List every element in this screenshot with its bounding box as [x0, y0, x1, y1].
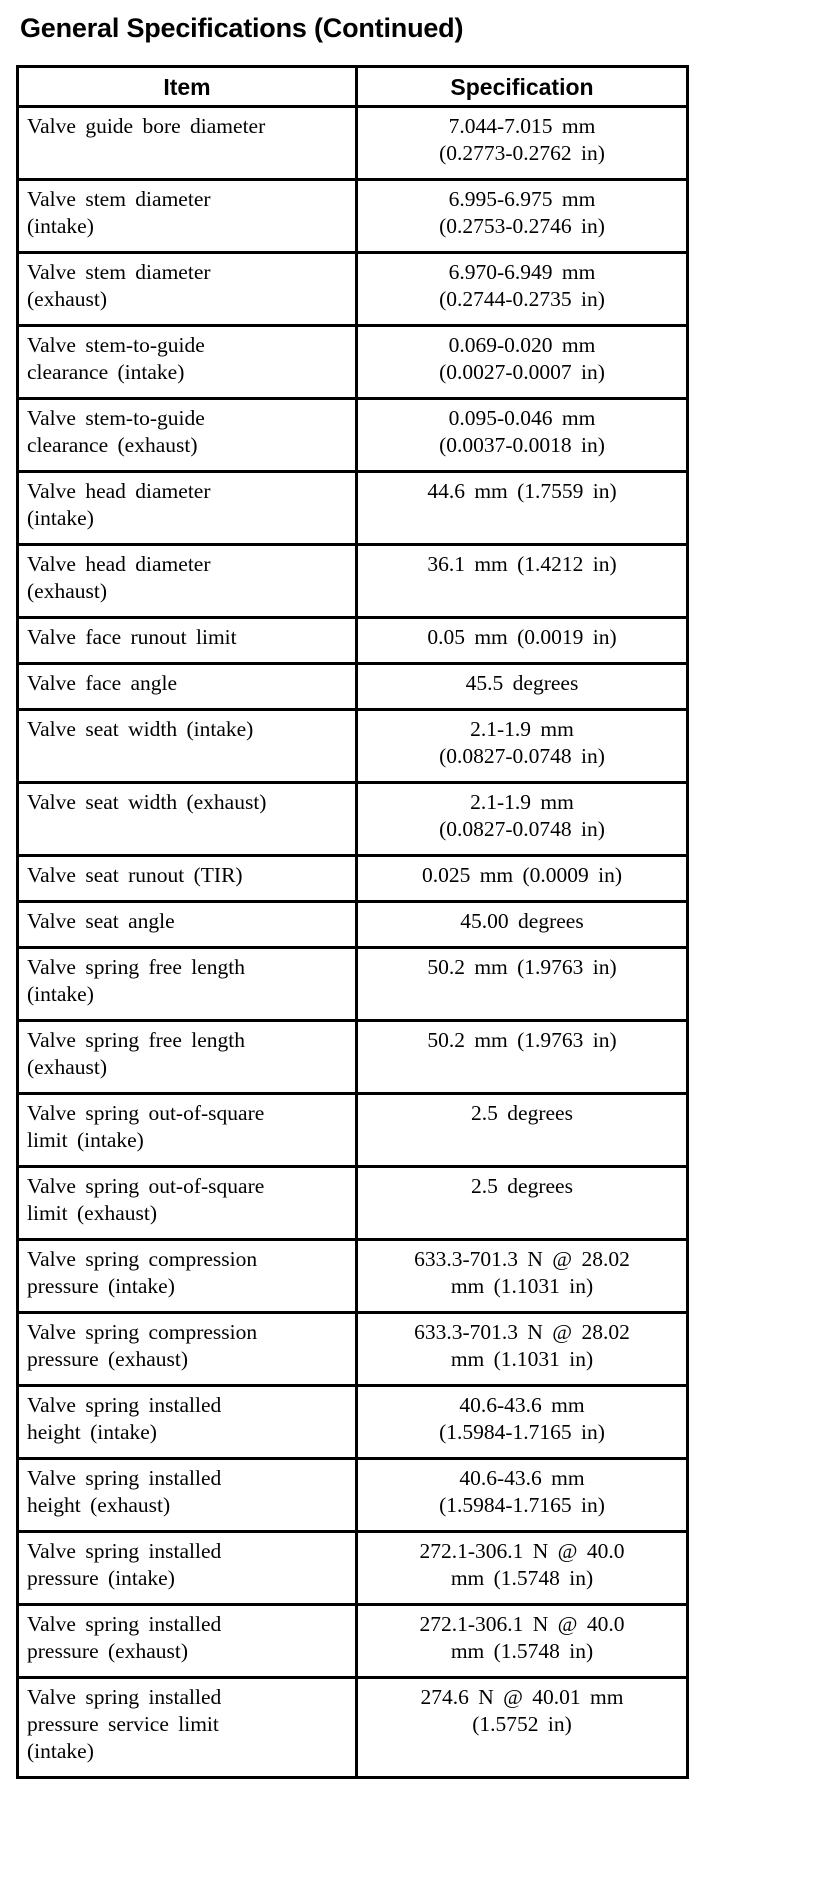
item-line: limit (intake): [27, 1128, 144, 1152]
item-cell: [18, 1167, 357, 1240]
spec-line: (0.0037-0.0018 in): [439, 433, 605, 457]
item-line: Valve stem diameter: [27, 260, 211, 284]
spec-cell: [357, 1167, 688, 1240]
item-cell: [18, 1386, 357, 1459]
table-row: [18, 856, 688, 902]
item-line: clearance (exhaust): [27, 433, 198, 457]
spec-cell: [357, 948, 688, 1021]
spec-line: 36.1 mm (1.4212 in): [427, 552, 617, 576]
spec-line: 2.5 degrees: [471, 1101, 573, 1125]
table-row: [18, 902, 688, 948]
item-line: Valve stem diameter: [27, 187, 211, 211]
spec-cell: [357, 1605, 688, 1678]
spec-line: 633.3-701.3 N @ 28.02: [414, 1247, 630, 1271]
item-cell: [18, 326, 357, 399]
column-header-item: Item: [18, 67, 357, 107]
item-line: (intake): [27, 214, 94, 238]
spec-line: 0.05 mm (0.0019 in): [427, 625, 617, 649]
spec-line: mm (1.5748 in): [450, 1566, 594, 1590]
spec-cell: [357, 253, 688, 326]
spec-line: (0.0827-0.0748 in): [439, 744, 605, 768]
item-cell: [18, 1459, 357, 1532]
spec-cell: [357, 107, 688, 180]
spec-line: (0.0827-0.0748 in): [439, 817, 605, 841]
spec-cell: [357, 1386, 688, 1459]
item-line: height (exhaust): [27, 1493, 171, 1517]
table-row: [18, 664, 688, 710]
spec-line: 0.095-0.046 mm: [448, 406, 596, 430]
column-header-specification: Specification: [357, 67, 688, 107]
specifications-table: [16, 65, 689, 1779]
item-cell: [18, 783, 357, 856]
spec-line: (1.5984-1.7165 in): [439, 1493, 605, 1517]
spec-cell: [357, 783, 688, 856]
item-line: Valve guide bore diameter: [27, 114, 266, 138]
item-line: pressure service limit: [27, 1712, 219, 1736]
item-line: Valve spring installed: [27, 1393, 222, 1417]
item-line: (intake): [27, 506, 94, 530]
spec-line: 0.025 mm (0.0009 in): [421, 863, 623, 887]
table-row: [18, 253, 688, 326]
spec-line: 2.1-1.9 mm: [470, 790, 574, 814]
item-cell: [18, 180, 357, 253]
spec-cell: [357, 1021, 688, 1094]
table-row: [18, 107, 688, 180]
item-line: pressure (exhaust): [27, 1639, 189, 1663]
spec-line: 7.044-7.015 mm: [448, 114, 596, 138]
spec-line: 6.995-6.975 mm: [448, 187, 596, 211]
item-line: Valve spring free length: [27, 955, 245, 979]
item-line: Valve spring out-of-square: [27, 1101, 265, 1125]
item-line: height (intake): [27, 1420, 157, 1444]
spec-line: mm (1.5748 in): [450, 1639, 594, 1663]
item-cell: [18, 1678, 357, 1778]
spec-line: (0.2744-0.2735 in): [439, 287, 605, 311]
item-line: Valve seat width (exhaust): [27, 790, 267, 814]
item-line: Valve spring installed: [27, 1612, 222, 1636]
spec-line: 44.6 mm (1.7559 in): [427, 479, 617, 503]
item-cell: [18, 1094, 357, 1167]
item-line: Valve spring compression: [27, 1320, 258, 1344]
spec-line: mm (1.1031 in): [450, 1274, 594, 1298]
table-row: [18, 1094, 688, 1167]
spec-line: 50.2 mm (1.9763 in): [427, 1028, 617, 1052]
item-line: pressure (exhaust): [27, 1347, 189, 1371]
item-line: clearance (intake): [27, 360, 185, 384]
table-row: [18, 948, 688, 1021]
spec-line: (1.5752 in): [472, 1712, 572, 1736]
spec-line: 2.5 degrees: [471, 1174, 573, 1198]
spec-line: (0.2753-0.2746 in): [439, 214, 605, 238]
item-line: Valve spring compression: [27, 1247, 258, 1271]
item-cell: [18, 902, 357, 948]
item-line: (exhaust): [27, 287, 107, 311]
item-line: Valve spring installed: [27, 1539, 222, 1563]
spec-line: (1.5984-1.7165 in): [439, 1420, 605, 1444]
table-row: [18, 1167, 688, 1240]
item-cell: [18, 710, 357, 783]
item-line: Valve spring installed: [27, 1685, 222, 1709]
table-row: [18, 783, 688, 856]
spec-cell: [357, 326, 688, 399]
spec-cell: [357, 618, 688, 664]
item-line: Valve seat runout (TIR): [27, 863, 243, 887]
item-cell: [18, 1605, 357, 1678]
spec-cell: [357, 1459, 688, 1532]
table-row: [18, 1386, 688, 1459]
item-line: (exhaust): [27, 579, 107, 603]
table-row: [18, 710, 688, 783]
spec-cell: [357, 399, 688, 472]
spec-line: (0.2773-0.2762 in): [439, 141, 605, 165]
table-row: [18, 399, 688, 472]
table-row: [18, 326, 688, 399]
page-title: General Specifications (Continued): [20, 13, 464, 43]
item-cell: [18, 253, 357, 326]
item-line: pressure (intake): [27, 1566, 175, 1590]
item-line: Valve stem-to-guide: [27, 406, 205, 430]
item-line: Valve stem-to-guide: [27, 333, 205, 357]
spec-line: 272.1-306.1 N @ 40.0: [419, 1612, 625, 1636]
spec-cell: [357, 545, 688, 618]
spec-cell: [357, 1313, 688, 1386]
item-line: Valve face angle: [27, 671, 178, 695]
table-row: [18, 1532, 688, 1605]
item-cell: [18, 948, 357, 1021]
item-line: Valve head diameter: [27, 552, 211, 576]
table-row: [18, 1313, 688, 1386]
spec-line: 0.069-0.020 mm: [448, 333, 596, 357]
spec-cell: [357, 1240, 688, 1313]
item-line: Valve spring out-of-square: [27, 1174, 265, 1198]
table-row: [18, 1240, 688, 1313]
item-cell: [18, 664, 357, 710]
item-line: (intake): [27, 1739, 94, 1763]
item-line: Valve spring installed: [27, 1466, 222, 1490]
spec-line: (0.0027-0.0007 in): [439, 360, 605, 384]
item-cell: [18, 472, 357, 545]
spec-line: 45.5 degrees: [465, 671, 579, 695]
spec-cell: [357, 1532, 688, 1605]
table-row: [18, 472, 688, 545]
table-row: [18, 1459, 688, 1532]
spec-cell: [357, 902, 688, 948]
item-line: Valve seat angle: [27, 909, 175, 933]
spec-line: 50.2 mm (1.9763 in): [427, 955, 617, 979]
item-line: Valve spring free length: [27, 1028, 245, 1052]
spec-cell: [357, 856, 688, 902]
item-cell: [18, 1021, 357, 1094]
item-cell: [18, 107, 357, 180]
spec-cell: [357, 1678, 688, 1778]
item-cell: [18, 545, 357, 618]
spec-line: 272.1-306.1 N @ 40.0: [419, 1539, 625, 1563]
spec-cell: [357, 472, 688, 545]
table-header-row: [18, 67, 688, 107]
item-cell: [18, 856, 357, 902]
spec-line: 40.6-43.6 mm: [459, 1466, 585, 1490]
item-line: pressure (intake): [27, 1274, 175, 1298]
table-row: [18, 180, 688, 253]
item-line: Valve seat width (intake): [27, 717, 254, 741]
item-cell: [18, 618, 357, 664]
table-row: [18, 618, 688, 664]
spec-cell: [357, 1094, 688, 1167]
spec-line: 2.1-1.9 mm: [470, 717, 574, 741]
spec-line: 40.6-43.6 mm: [459, 1393, 585, 1417]
table-row: [18, 1605, 688, 1678]
spec-cell: [357, 180, 688, 253]
table-row: [18, 1678, 688, 1778]
item-line: (intake): [27, 982, 94, 1006]
spec-cell: [357, 664, 688, 710]
table-row: [18, 1021, 688, 1094]
item-line: Valve face runout limit: [27, 625, 237, 649]
spec-line: mm (1.1031 in): [450, 1347, 594, 1371]
spec-line: 45.00 degrees: [460, 909, 584, 933]
spec-line: 633.3-701.3 N @ 28.02: [414, 1320, 630, 1344]
item-line: Valve head diameter: [27, 479, 211, 503]
item-line: (exhaust): [27, 1055, 107, 1079]
item-cell: [18, 1313, 357, 1386]
spec-cell: [357, 710, 688, 783]
item-cell: [18, 1532, 357, 1605]
spec-line: 274.6 N @ 40.01 mm: [420, 1685, 624, 1709]
item-line: limit (exhaust): [27, 1201, 157, 1225]
table-row: [18, 545, 688, 618]
spec-line: 6.970-6.949 mm: [448, 260, 596, 284]
item-cell: [18, 399, 357, 472]
item-cell: [18, 1240, 357, 1313]
